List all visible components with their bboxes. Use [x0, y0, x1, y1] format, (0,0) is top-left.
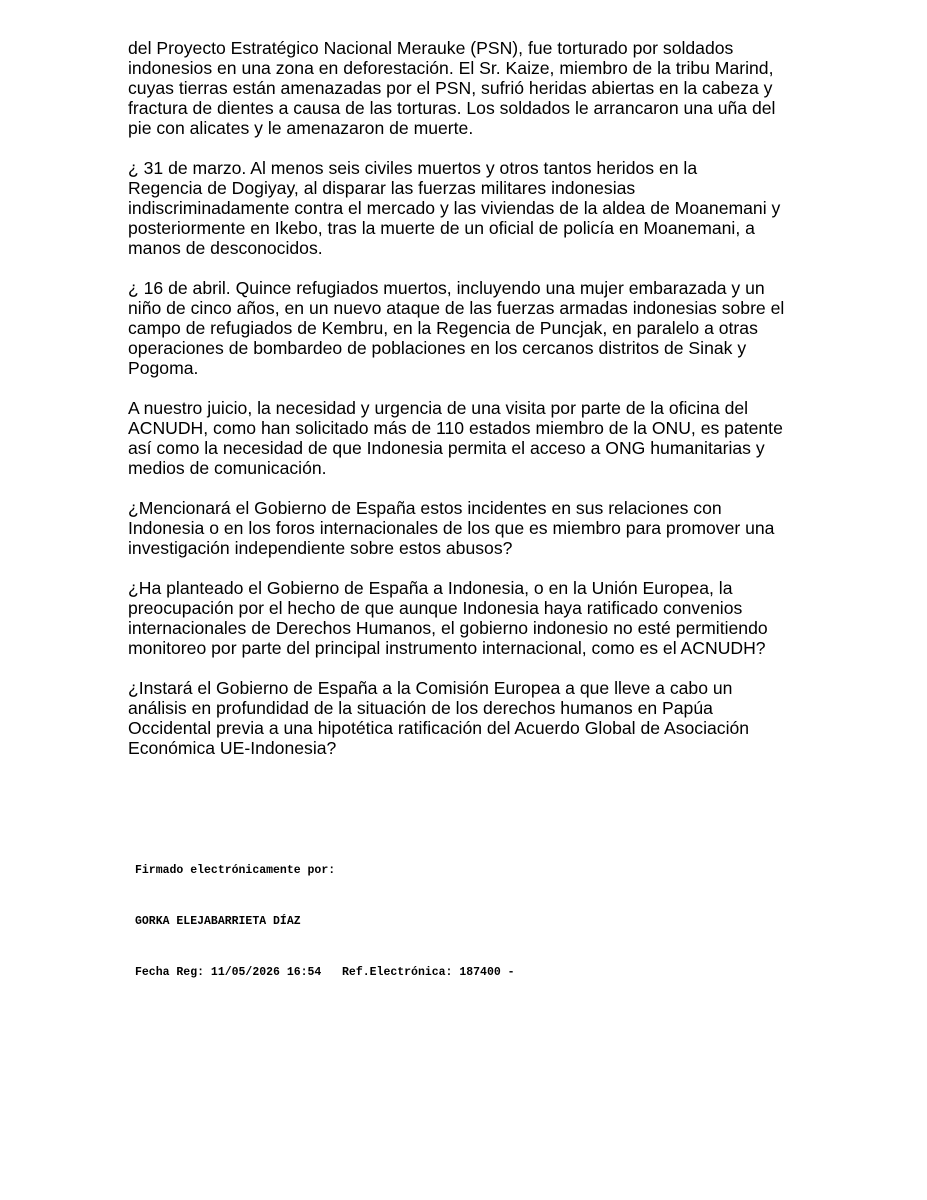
paragraph-acnudh-visit: A nuestro juicio, la necesidad y urgencia de una visita por parte de la oficina del ACNUDH, como han solicitado más de 110 estados miembro de la ONU, es patente así como la necesidad de que Indonesia permita el acceso a ONG humanitarias y medios de comunicación.	[128, 398, 783, 478]
document-body	[128, 38, 808, 778]
registration-date-reference: Fecha Reg: 11/05/2026 16:54 Ref.Electrónica: 187400 -	[135, 966, 515, 979]
signatory-name: GORKA ELEJABARRIETA DÍAZ	[135, 915, 301, 928]
question-1: ¿Mencionará el Gobierno de España estos incidentes en sus relaciones con Indonesia o en los foros internacionales de los que es miembro para promover una investigación independiente sobre estos abusos?	[128, 498, 775, 558]
question-2: ¿Ha planteado el Gobierno de España a Indonesia, o en la Unión Europea, la preocupación por el hecho de que aunque Indonesia haya ratificado convenios internacionales de Derechos Humanos, el gobierno indonesio no esté permitiendo monitoreo por parte del principal instrumento internacional, como es el ACNUDH?	[128, 578, 768, 658]
electronic-signature-block	[135, 828, 515, 998]
paragraph-torture-report: del Proyecto Estratégico Nacional Merauke (PSN), fue torturado por soldados indonesios en una zona en deforestación. El Sr. Kaize, miembro de la tribu Marind, cuyas tierras están amenazadas por el PSN, sufrió heridas abiertas en la cabeza y fractura de dientes a causa de las torturas. Los soldados le arrancaron una uña del pie con alicates y le amenazaron de muerte.	[128, 38, 776, 138]
paragraph-april-16-incident: ¿ 16 de abril. Quince refugiados muertos, incluyendo una mujer embarazada y un niño de cinco años, en un nuevo ataque de las fuerzas armadas indonesias sobre el campo de refugiados de Kembru, en la Regencia de Puncjak, en paralelo a otras operaciones de bombardeo de poblaciones en los cercanos distritos de Sinak y Pogoma.	[128, 278, 785, 378]
paragraph-march-31-incident: ¿ 31 de marzo. Al menos seis civiles muertos y otros tantos heridos en la Regencia de Dogiyay, al disparar las fuerzas militares indonesias indiscriminadamente contra el mercado y las viviendas de la aldea de Moanemani y posteriormente en Ikebo, tras la muerte de un oficial de policía en Moanemani, a manos de desconocidos.	[128, 158, 781, 258]
question-3: ¿Instará el Gobierno de España a la Comisión Europea a que lleve a cabo un análisis en profundidad de la situación de los derechos humanos en Papúa Occidental previa a una hipotética ratificación del Acuerdo Global de Asociación Económica UE-Indonesia?	[128, 678, 750, 758]
signature-label: Firmado electrónicamente por:	[135, 864, 336, 877]
